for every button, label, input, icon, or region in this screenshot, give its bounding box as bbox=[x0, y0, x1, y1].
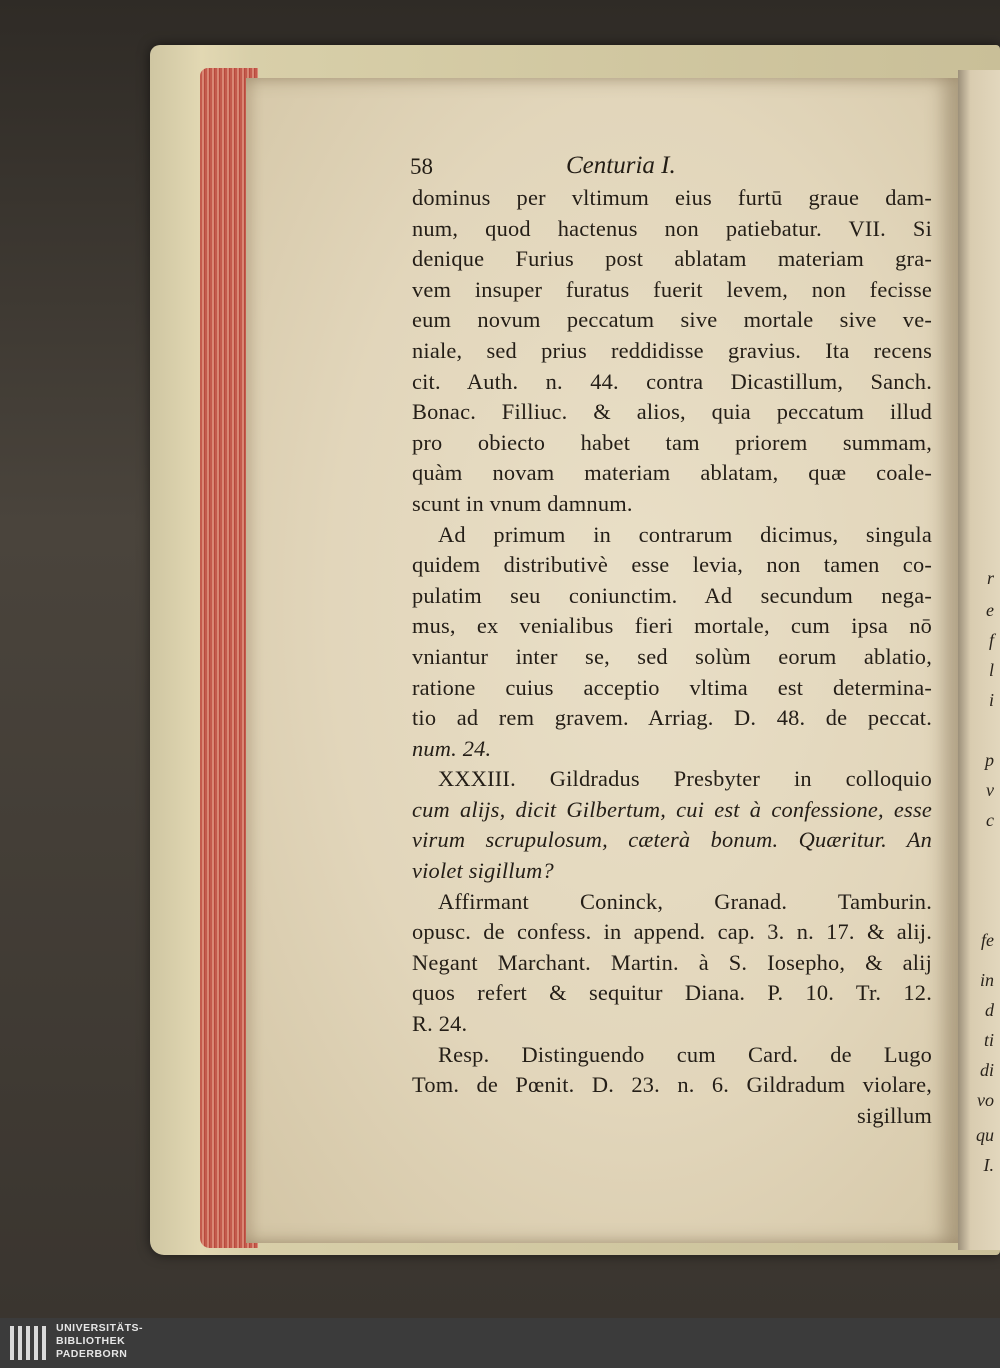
text-line: quos refert & sequitur Diana. P. 10. Tr. 12. bbox=[412, 980, 932, 1006]
text-line: num. 24. bbox=[412, 735, 492, 761]
facing-fragment: vo bbox=[977, 1090, 994, 1110]
library-footer bbox=[0, 1318, 1000, 1368]
facing-fragment: f bbox=[988, 630, 994, 650]
facing-fragment: l bbox=[988, 660, 994, 680]
text-line: pro obiecto habet tam priorem summam, bbox=[412, 429, 932, 455]
facing-fragment: e bbox=[986, 600, 994, 620]
text-line: scunt in vnum damnum. bbox=[412, 490, 633, 516]
facing-fragment: d bbox=[985, 1000, 994, 1020]
text-line: niale, sed prius reddidisse gravius. Ita recens bbox=[412, 337, 932, 363]
text-line: vniantur inter se, sed solùm eorum ablatio, bbox=[412, 643, 932, 669]
text-line: Ad primum in contrarum dicimus, singula bbox=[438, 521, 932, 547]
text-line: Bonac. Filliuc. & alios, quia peccatum illud bbox=[412, 399, 932, 425]
text-line: denique Furius post ablatam materiam gra- bbox=[412, 246, 932, 272]
facing-fragment: v bbox=[986, 780, 994, 800]
text-line: Affirmant Coninck, Granad. Tamburin. bbox=[438, 888, 932, 914]
catchword: sigillum bbox=[856, 1102, 932, 1128]
facing-fragment: ti bbox=[983, 1030, 994, 1050]
facing-fragment: qu bbox=[976, 1125, 994, 1145]
text-line: cum alijs, dicit Gilbertum, cui est à confessione, esse bbox=[412, 796, 932, 822]
facing-fragment: I. bbox=[983, 1155, 994, 1175]
text-line: Resp. Distinguendo cum Card. de Lugo bbox=[438, 1041, 932, 1067]
text-line: mus, ex venialibus fieri mortale, cum ipsa nō bbox=[412, 613, 932, 639]
text-line: vem insuper furatus fuerit levem, non fecisse bbox=[412, 276, 932, 302]
facing-fragment: p bbox=[985, 750, 994, 770]
text-line: quàm novam materiam ablatam, quæ coale- bbox=[412, 460, 932, 486]
library-name-line: UNIVERSITÄTS- bbox=[56, 1322, 144, 1334]
facing-fragment: c bbox=[986, 810, 994, 830]
text-line: num, quod hactenus non patiebatur. VII. Si bbox=[412, 215, 932, 241]
text-line: quidem distributivè esse levia, non tamen co- bbox=[412, 552, 932, 578]
text-line: ratione cuius acceptio vltima est determina- bbox=[412, 674, 932, 700]
library-name bbox=[56, 1322, 143, 1361]
facing-fragment: fe bbox=[981, 930, 994, 950]
question-heading: XXXIII. Gildradus Presbyter in colloquio bbox=[438, 766, 932, 792]
text-line: dominus per vltimum eius furtū graue dam- bbox=[412, 185, 932, 210]
text-line: R. 24. bbox=[412, 1011, 468, 1037]
text-line: eum novum peccatum sive mortale sive ve- bbox=[412, 307, 932, 333]
text-line: pulatim seu coniunctim. Ad secundum nega- bbox=[412, 582, 932, 608]
page-number: 58 bbox=[410, 154, 433, 179]
text-line: virum scrupulosum, cæterà bonum. Quæritur. An bbox=[412, 827, 932, 853]
library-name-line: PADERBORN bbox=[56, 1348, 128, 1360]
facing-fragment: i bbox=[988, 690, 994, 710]
text-line: tio ad rem gravem. Arriag. D. 48. de peccat. bbox=[412, 705, 932, 731]
facing-fragment: r bbox=[986, 568, 994, 588]
text-line: Negant Marchant. Martin. à S. Iosepho, & alij bbox=[412, 949, 932, 975]
library-name-line: BIBLIOTHEK bbox=[56, 1335, 126, 1347]
facing-fragment: di bbox=[979, 1060, 994, 1080]
facing-page-edge bbox=[958, 70, 1000, 1250]
text-line: violet sigillum? bbox=[412, 858, 554, 884]
body-text bbox=[412, 183, 932, 1131]
text-line: cit. Auth. n. 44. contra Dicastillum, Sanch. bbox=[412, 368, 932, 394]
text-line: Tom. de Pœnit. D. 23. n. 6. Gildradum violare, bbox=[412, 1072, 932, 1098]
text-line: opusc. de confess. in append. cap. 3. n. 17. & alij. bbox=[412, 919, 932, 945]
library-logo-icon bbox=[10, 1326, 50, 1360]
running-head: Centuria I. bbox=[566, 152, 676, 179]
facing-fragment: in bbox=[979, 970, 994, 990]
